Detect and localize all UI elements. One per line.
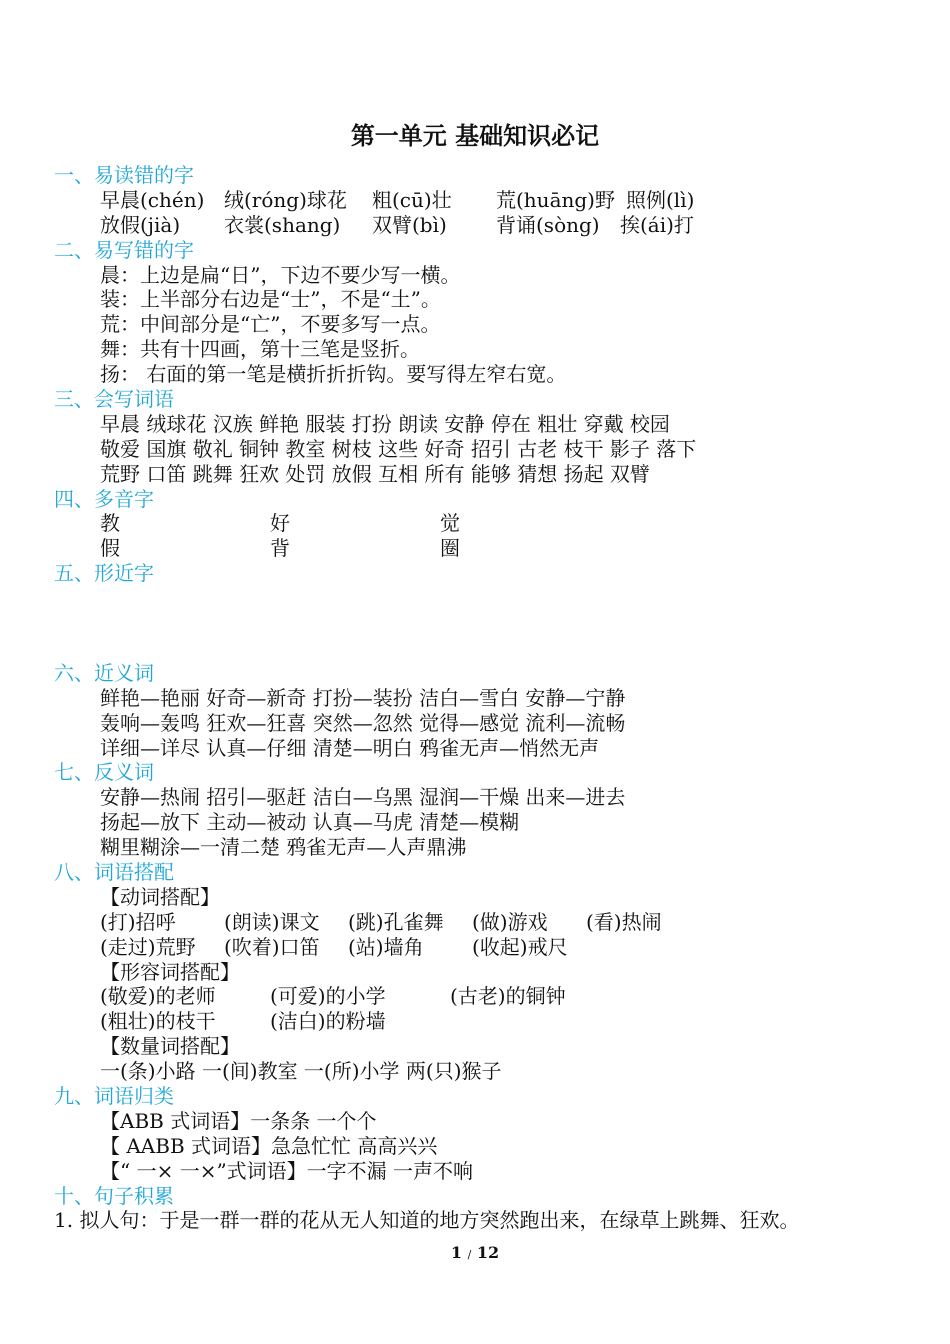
page-total: 12 [476,1243,500,1262]
section-heading-3: 三、会写词语 [54,387,174,412]
section-heading-9: 九、词语归类 [54,1083,174,1108]
pair-row [54,935,914,960]
word-item: 放假(jià) [100,212,181,237]
blank-space [54,586,914,636]
subsection-label: 【数量词搭配】 [100,1034,240,1059]
pair-item: (走过)荒野 [100,934,196,959]
blank-line [54,636,914,661]
pair-row [54,910,914,935]
subsection-label: 【动词搭配】 [100,884,220,909]
pair-item: (看)热闹 [586,909,662,934]
text-line: 扬起—放下 主动—被动 认真—马虎 清楚—模糊 [100,810,520,835]
char-item: 觉 [440,511,460,536]
word-item: 绒(róng)球花 [224,187,347,212]
section-heading-10: 十、句子积累 [54,1183,174,1208]
text-line: 荒野 口笛 跳舞 狂欢 处罚 放假 互相 所有 能够 猜想 扬起 双臂 [100,461,650,486]
word-item: 粗(cū)壮 [372,187,452,212]
word-item: 照例(lì) [626,187,695,212]
text-line: 晨：上边是扁“日”，下边不要少写一横。 [100,262,461,287]
char-item: 假 [100,536,120,561]
text-line: 敬爱 国旗 敬礼 铜钟 教室 树枝 这些 好奇 招引 古老 枝干 影子 落下 [100,436,697,461]
text-line: 早晨 绒球花 汉族 鲜艳 服装 打扮 朗读 安静 停在 粗壮 穿戴 校园 [100,411,670,436]
pair-item: (吹着)口笛 [224,934,320,959]
text-line: 装：上半部分右边是“士”，不是“土”。 [100,287,441,312]
subsection-label: 【形容词搭配】 [100,959,240,984]
char-item: 圈 [440,536,460,561]
word-item: 衣裳(shang) [224,212,341,237]
pair-row [54,1009,914,1034]
document-body [54,163,914,1233]
pair-item: (古老)的铜钟 [450,984,566,1009]
pair-item: (跳)孔雀舞 [348,909,444,934]
char-row [54,511,914,536]
word-row [54,188,914,213]
char-item: 好 [270,511,290,536]
pair-item: (做)游戏 [472,909,548,934]
text-line: 轰响—轰鸣 狂欢—狂喜 突然—忽然 觉得—感觉 流利—流畅 [100,710,626,735]
page-separator: / [467,1248,472,1261]
text-line: 安静—热闹 招引—驱赶 洁白—乌黑 湿润—干燥 出来—进去 [100,785,626,810]
word-row [54,213,914,238]
section-heading-1: 一、易读错的字 [54,163,194,187]
text-line: 鲜艳—艳丽 好奇—新奇 打扮—装扮 洁白—雪白 安静—宁静 [100,685,626,710]
section-heading-4: 四、多音字 [54,486,154,511]
text-line: 【ABB 式词语】一条条 一个个 [100,1108,377,1133]
section-heading-8: 八、词语搭配 [54,859,174,884]
word-item: 双臂(bì) [372,212,447,237]
pair-item: (洁白)的粉墙 [270,1009,386,1034]
section-heading-6: 六、近义词 [54,660,154,685]
pair-row [54,984,914,1009]
pair-item: (打)招呼 [100,909,176,934]
text-line: 详细—详尽 认真—仔细 清楚—明白 鸦雀无声—悄然无声 [100,735,600,760]
text-line: 扬： 右面的第一笔是横折折折钩。要写得左窄右宽。 [100,362,567,387]
page-current: 1 [450,1243,462,1262]
page-title: 第一单元 基础知识必记 [350,122,600,150]
pair-item: (粗壮)的枝干 [100,1009,216,1034]
text-line: 【 AABB 式词语】急急忙忙 高高兴兴 [100,1133,438,1158]
word-item: 背诵(sòng) [496,212,600,237]
section-heading-7: 七、反义词 [54,760,154,785]
pair-item: (站)墙角 [348,934,424,959]
text-line: 1. 拟人句：于是一群一群的花从无人知道的地方突然跑出来，在绿草上跳舞、狂欢。 [54,1208,800,1233]
word-item: 挨(ái)打 [620,212,694,237]
text-line: 【“ 一× 一×”式词语】一字不漏 一声不响 [100,1158,474,1183]
char-item: 教 [100,511,120,536]
section-heading-5: 五、形近字 [54,561,154,586]
word-item: 早晨(chén) [100,187,205,212]
pair-item: (收起)戒尺 [472,934,568,959]
pair-item: (朗读)课文 [224,909,320,934]
word-item: 荒(huāng)野 [496,187,615,212]
text-line: 糊里糊涂—一清二楚 鸦雀无声—人声鼎沸 [100,835,467,860]
pair-item: (可爱)的小学 [270,984,386,1009]
text-line: 一(条)小路 一(间)教室 一(所)小学 两(只)猴子 [100,1059,502,1084]
section-heading-2: 二、易写错的字 [54,237,194,262]
char-row [54,536,914,561]
text-line: 荒：中间部分是“亡”，不要多写一点。 [100,312,441,337]
pair-item: (敬爱)的老师 [100,984,216,1009]
char-item: 背 [270,536,290,561]
page-number [0,1243,950,1262]
text-line: 舞：共有十四画，第十三笔是竖折。 [100,337,420,362]
